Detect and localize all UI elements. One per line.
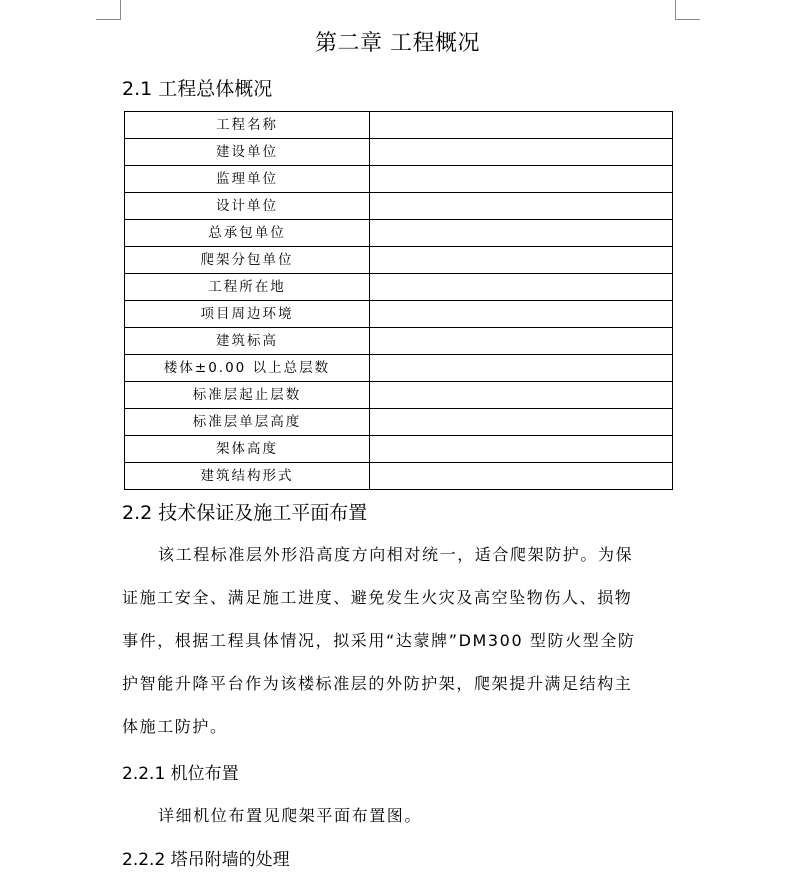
paragraph-line: 该工程标准层外形沿高度方向相对统一，适合爬架防护。为保 (158, 545, 634, 564)
table-cell-label: 标准层起止层数 (125, 382, 370, 409)
table-row (125, 463, 673, 490)
section-heading-2-1: 2.1 工程总体概况 (122, 78, 273, 100)
table-row (125, 382, 673, 409)
table-row (125, 139, 673, 166)
table-cell-value[interactable] (370, 112, 673, 139)
table-cell-value[interactable] (370, 409, 673, 436)
table-cell-label: 项目周边环境 (125, 301, 370, 328)
crop-mark-right (675, 0, 700, 20)
table-row (125, 328, 673, 355)
table-row (125, 193, 673, 220)
table-row (125, 112, 673, 139)
table-cell-label: 工程名称 (125, 112, 370, 139)
table-cell-value[interactable] (370, 274, 673, 301)
table-cell-value[interactable] (370, 382, 673, 409)
table-cell-label: 标准层单层高度 (125, 409, 370, 436)
section-heading-2-2: 2.2 技术保证及施工平面布置 (122, 502, 368, 524)
table-row (125, 220, 673, 247)
project-overview-table (124, 111, 673, 490)
table-cell-label: 架体高度 (125, 436, 370, 463)
table-cell-value[interactable] (370, 436, 673, 463)
table-cell-value[interactable] (370, 301, 673, 328)
table-cell-value[interactable] (370, 220, 673, 247)
table-row (125, 355, 673, 382)
table-cell-label: 建筑标高 (125, 328, 370, 355)
subsection-heading-2-2-2: 2.2.2 塔吊附墙的处理 (122, 850, 290, 870)
table-row (125, 274, 673, 301)
paragraph-line: 事件，根据工程具体情况，拟采用“达蒙牌”DM300 型防火型全防 (122, 631, 636, 650)
table-cell-label: 设计单位 (125, 193, 370, 220)
table-cell-label: 工程所在地 (125, 274, 370, 301)
table-cell-value[interactable] (370, 463, 673, 490)
table-row (125, 301, 673, 328)
technical-paragraph (122, 533, 674, 748)
table-row (125, 409, 673, 436)
subsection-heading-2-2-1: 2.2.1 机位布置 (122, 764, 239, 784)
table-cell-value[interactable] (370, 139, 673, 166)
table-cell-value[interactable] (370, 328, 673, 355)
paragraph-line: 证施工安全、满足施工进度、避免发生火灾及高空坠物伤人、损物 (122, 588, 633, 607)
table-cell-label: 爬架分包单位 (125, 247, 370, 274)
paragraph-line: 体施工防护。 (122, 717, 228, 736)
table-cell-label: 总承包单位 (125, 220, 370, 247)
table-cell-value[interactable] (370, 166, 673, 193)
machine-layout-text: 详细机位布置见爬架平面布置图。 (158, 806, 423, 825)
table-cell-label: 监理单位 (125, 166, 370, 193)
table-cell-value[interactable] (370, 193, 673, 220)
table-cell-label: 建筑结构形式 (125, 463, 370, 490)
table-row (125, 247, 673, 274)
table-row (125, 436, 673, 463)
table-row (125, 166, 673, 193)
crop-mark-left (96, 0, 121, 20)
table-cell-value[interactable] (370, 355, 673, 382)
table-cell-label: 建设单位 (125, 139, 370, 166)
table-cell-label: 楼体±0.00 以上总层数 (125, 355, 370, 382)
table-cell-value[interactable] (370, 247, 673, 274)
chapter-title: 第二章 工程概况 (315, 31, 480, 56)
paragraph-line: 护智能升降平台作为该楼标准层的外防护架，爬架提升满足结构主 (122, 674, 633, 693)
